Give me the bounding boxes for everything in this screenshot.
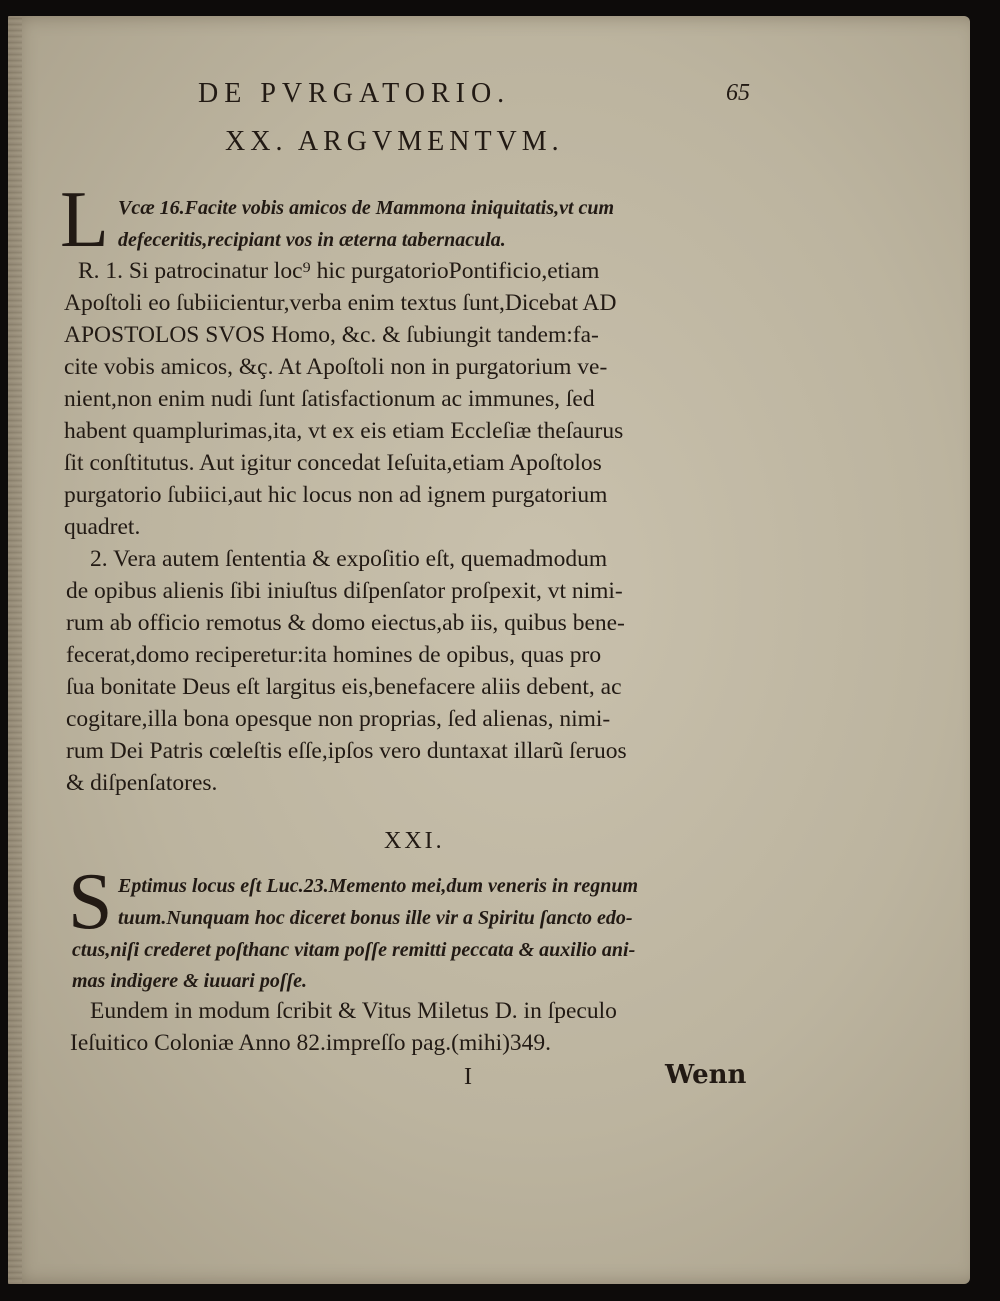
body-line: habent quamplurimas,ita, vt ex eis etiam Eccleſiæ theſaurus (64, 418, 624, 444)
body-line: ſit conſtitutus. Aut igitur concedat Ieſuita,etiam Apoſtolos (64, 450, 602, 476)
body-line: ſua bonitate Deus eſt largitus eis,benefacere aliis debent, ac (66, 674, 622, 700)
body-line: R. 1. Si patrocinatur loc⁹ hic purgatorioPontificio,etiam (78, 258, 600, 284)
dropcap-s: S (68, 858, 113, 946)
body-line: de opibus alienis ſibi iniuſtus diſpenſator proſpexit, vt nimi- (66, 578, 623, 604)
dropcap-l: L (60, 176, 109, 264)
signature-mark: I (464, 1064, 472, 1090)
body-line: Apoſtoli eo ſubiicientur,verba enim textus ſunt,Dicebat AD (64, 290, 617, 316)
quote-line: Eptimus locus eſt Luc.23.Memento mei,dum veneris in regnum (118, 875, 639, 897)
section-xx-title: XX. ARGVMENTVM. (225, 126, 564, 157)
body-line: Eundem in modum ſcribit & Vitus Miletus D. in ſpeculo (90, 998, 617, 1024)
section-xxi-title: XXI. (384, 828, 445, 854)
quote-line: defeceritis,recipiant vos in æterna tabernacula. (118, 229, 506, 251)
body-line: cogitare,illa bona opesque non proprias, ſed alienas, nimi- (66, 706, 611, 732)
body-line: quadret. (64, 514, 141, 540)
quote-line: tuum.Nunquam hoc diceret bonus ille vir a Spiritu ſancto edo- (118, 907, 633, 929)
body-line: APOSTOLOS SVOS Homo, &c. & ſubiungit tandem:fa- (64, 322, 599, 348)
quote-line: mas indigere & iuuari poſſe. (72, 970, 308, 992)
body-line: cite vobis amicos, &ç. At Apoſtoli non in purgatorium ve- (64, 354, 608, 380)
page-edge (8, 16, 22, 1284)
quote-line: Vcæ 16.Facite vobis amicos de Mammona iniquitatis,vt cum (118, 197, 615, 219)
quote-line: ctus,niſi crederet poſthanc vitam poſſe remitti peccata & auxilio ani- (72, 939, 636, 961)
running-title: DE PVRGATORIO. (198, 78, 511, 109)
body-line: & diſpenſatores. (66, 770, 218, 796)
body-line: 2. Vera autem ſententia & expoſitio eſt, quemadmodum (90, 546, 608, 572)
body-line: Ieſuitico Coloniæ Anno 82.impreſſo pag.(mihi)349. (70, 1030, 552, 1056)
body-line: purgatorio ſubiici,aut hic locus non ad ignem purgatorium (64, 482, 608, 508)
catchword: Wenn (665, 1060, 747, 1090)
page-number: 65 (726, 80, 750, 106)
body-line: fecerat,domo reciperetur:ita homines de opibus, quas pro (66, 642, 602, 668)
body-line: rum ab officio remotus & domo eiectus,ab iis, quibus bene- (66, 610, 625, 636)
body-line: rum Dei Patris cœleſtis eſſe,ipſos vero duntaxat illarũ ſeruos (66, 738, 627, 764)
body-line: nient,non enim nudi ſunt ſatisfactionum ac immunes, ſed (64, 386, 595, 412)
